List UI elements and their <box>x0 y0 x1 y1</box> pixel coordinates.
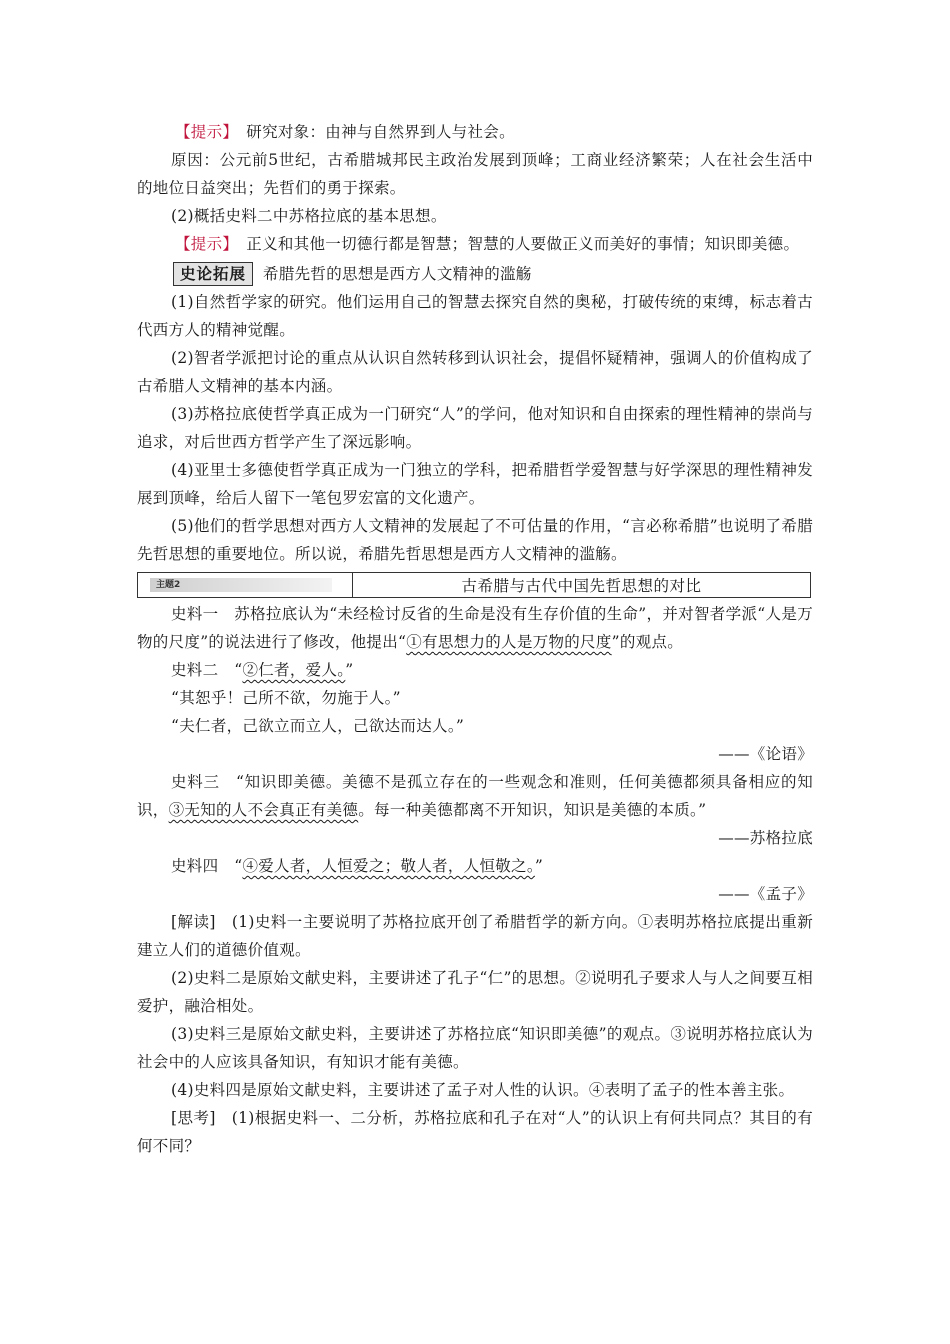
think-text: (1)根据史料一、二分析，苏格拉底和孔子在对“人”的认识上有何共同点？其目的有何不同？ <box>137 1109 813 1155</box>
underlined-quote: ④爱人者，人恒爱之；敬人者，人恒敬之。 <box>242 857 535 875</box>
question-2: (2)概括史料二中苏格拉底的基本思想。 <box>171 207 447 225</box>
topic-badge: 主题2 <box>150 578 332 592</box>
underlined-quote: ②仁者，爱人。 <box>242 661 346 679</box>
document-page <box>137 118 813 1160</box>
source-text: 史料三 “知识即美德。美德不是孤立存在的一些观念和准则，任何美德都须具备相应的知识， <box>137 773 813 819</box>
think-tag: [思考] <box>171 1109 216 1127</box>
hint-tag: 【提示】 <box>175 123 231 141</box>
extension-header <box>137 260 813 288</box>
source-2 <box>137 656 813 684</box>
interpretation-3: (3)史料三是原始文献史料，主要讲述了苏格拉底“知识即美德”的观点。③说明苏格拉底认为社会中的人应该具备知识，有知识才能有美德。 <box>137 1025 813 1071</box>
extension-item: (4)亚里士多德使哲学真正成为一门独立的学科，把希腊哲学爱智慧与好学深思的理性精神发展到顶峰，给后人留下一笔包罗宏富的文化遗产。 <box>137 461 813 507</box>
extension-item: (2)智者学派把讨论的重点从认识自然转移到认识社会，提倡怀疑精神，强调人的价值构成了古希腊人文精神的基本内涵。 <box>137 349 813 395</box>
source-2-line: “其恕乎！己所不欲，勿施于人。” <box>171 689 401 707</box>
source-text: ” <box>534 857 544 875</box>
source-2-line: “夫仁者，己欲立而立人，己欲达而达人。” <box>171 717 465 735</box>
source-text: 史料一 苏格拉底认为“未经检讨反省的生命是没有生存价值的生命”，并对智者学派“人是万物的尺度”的说法进行了修改，他提出“ <box>137 605 813 651</box>
think-question <box>137 1104 813 1160</box>
interpret-tag: [解读] <box>171 913 216 931</box>
source-text: ” <box>345 661 354 679</box>
topic-badge-cell <box>138 573 353 598</box>
reason-paragraph: 原因：公元前5世纪，古希腊城邦民主政治发展到顶峰；工商业经济繁荣；人在社会生活中的地位日益突出；先哲们的勇于探索。 <box>137 151 813 197</box>
interpretation-4: (4)史料四是原始文献史料，主要讲述了孟子对人性的认识。④表明了孟子的性本善主张。 <box>171 1081 795 1099</box>
interpret-text: (1)史料一主要说明了苏格拉底开创了希腊哲学的新方向。①表明苏格拉底提出重新建立人们的道德价值观。 <box>137 913 813 959</box>
citation: ——苏格拉底 <box>718 829 813 847</box>
source-text: 史料二 “ <box>171 661 243 679</box>
source-1 <box>137 600 813 656</box>
extension-title: 希腊先哲的思想是西方人文精神的滥觞 <box>263 265 532 283</box>
hint-text: 研究对象：由神与自然界到人与社会。 <box>246 123 515 141</box>
hint-2 <box>137 230 813 258</box>
topic-header-table <box>137 572 811 598</box>
extension-item: (1)自然哲学家的研究。他们运用自己的智慧去探究自然的奥秘，打破传统的束缚，标志着古代西方人的精神觉醒。 <box>137 293 813 339</box>
citation: ——《孟子》 <box>718 885 813 903</box>
source-3 <box>137 768 813 824</box>
interpretation-2: (2)史料二是原始文献史料，主要讲述了孔子“仁”的思想。②说明孔子要求人与人之间要互相爱护，融洽相处。 <box>137 969 813 1015</box>
source-text: 。每一种美德都离不开知识，知识是美德的本质。” <box>358 801 707 819</box>
source-4 <box>137 852 813 880</box>
source-text: ”的观点。 <box>611 633 684 651</box>
topic-title: 古希腊与古代中国先哲思想的对比 <box>353 573 811 598</box>
hint-text: 正义和其他一切德行都是智慧；智慧的人要做正义而美好的事情；知识即美德。 <box>246 235 800 253</box>
source-text: 史料四 “ <box>171 857 243 875</box>
underlined-quote: ③无知的人不会真正有美德 <box>168 801 359 819</box>
extension-label: 史论拓展 <box>173 262 253 286</box>
citation: ——《论语》 <box>718 745 813 763</box>
extension-item: (3)苏格拉底使哲学真正成为一门研究“人”的学问，他对知识和自由探索的理性精神的崇尚与追求，对后世西方哲学产生了深远影响。 <box>137 405 813 451</box>
hint-1 <box>137 118 813 146</box>
interpretation-1 <box>137 908 813 964</box>
underlined-quote: ①有思想力的人是万物的尺度 <box>406 633 612 651</box>
hint-tag: 【提示】 <box>175 235 231 253</box>
extension-item: (5)他们的哲学思想对西方人文精神的发展起了不可估量的作用，“言必称希腊”也说明了希腊先哲思想的重要地位。所以说，希腊先哲思想是西方人文精神的滥觞。 <box>137 517 813 563</box>
